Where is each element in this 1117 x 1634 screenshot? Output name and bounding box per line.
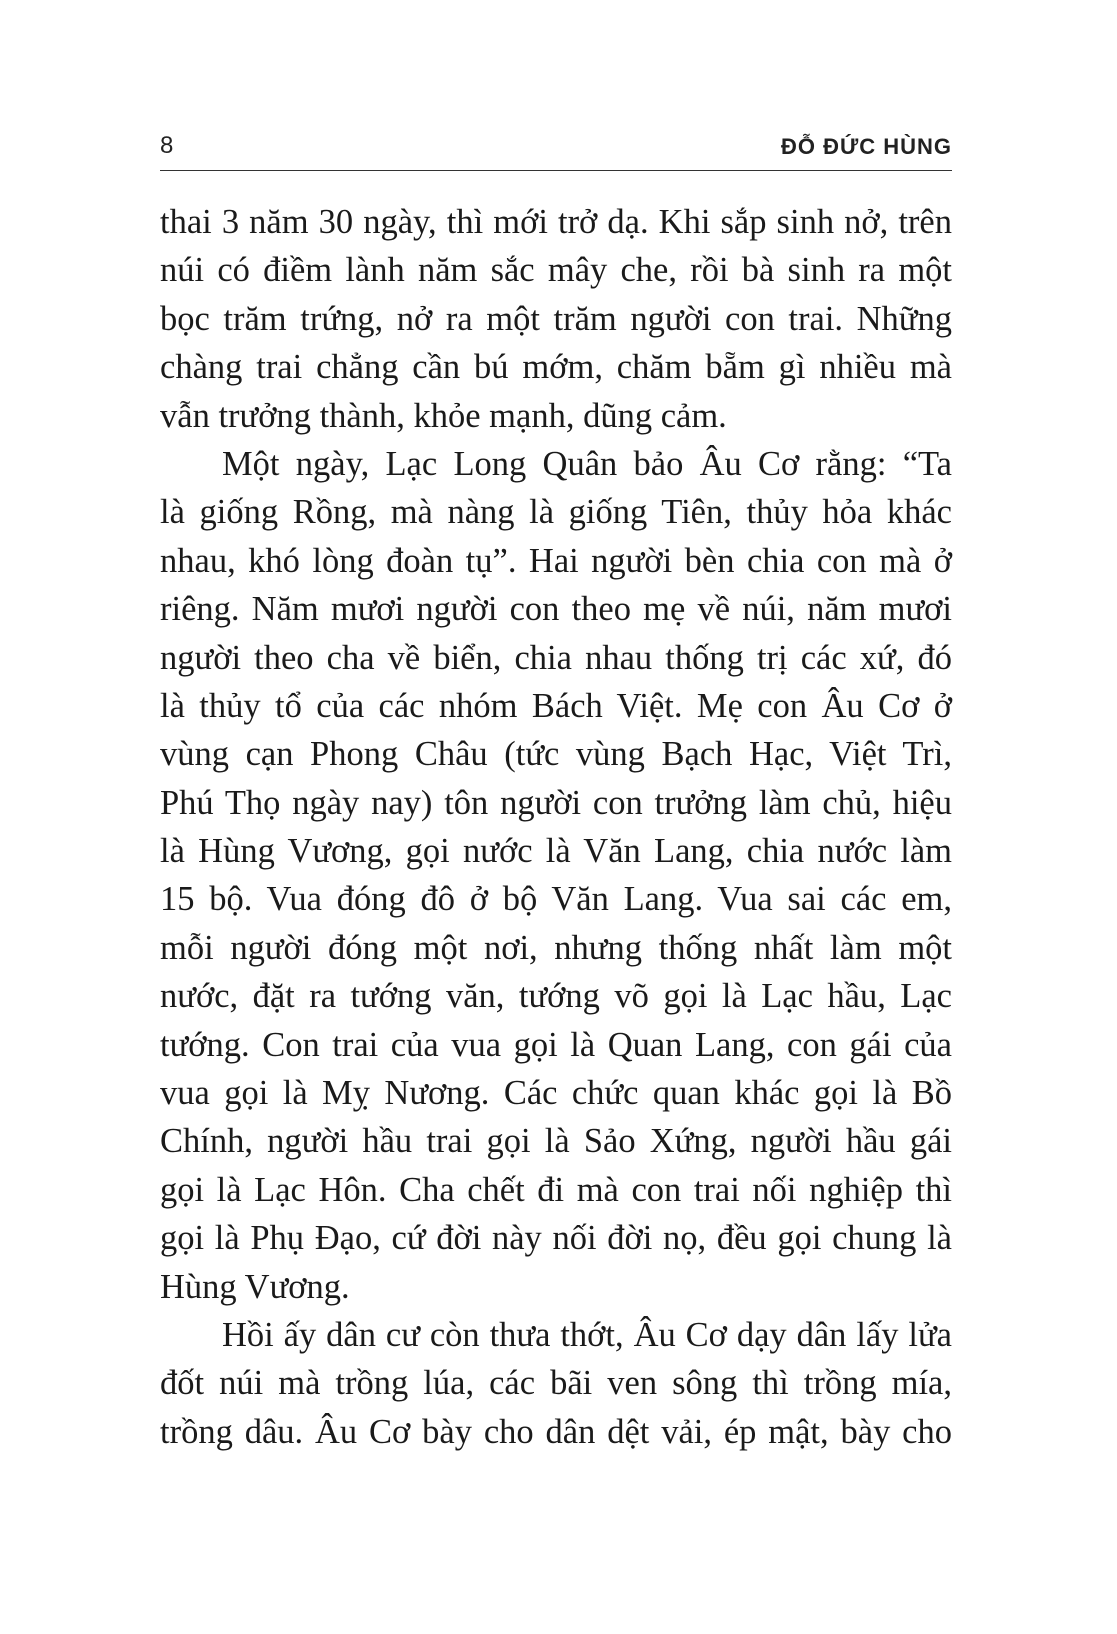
text-line: riêng. Năm mươi người con theo mẹ về núi, năm mươi [160, 590, 952, 629]
author-name: ĐỖ ĐỨC HÙNG [780, 134, 952, 159]
text-line: nước, đặt ra tướng văn, tướng võ gọi là Lạc hầu, Lạc [160, 977, 952, 1016]
text-line: Phú Thọ ngày nay) tôn người con trưởng làm chủ, hiệu [160, 783, 952, 822]
text-line: chàng trai chẳng cần bú mớm, chăm bẵm gì nhiều mà [160, 348, 952, 387]
text-line: là thủy tổ của các nhóm Bách Việt. Mẹ con Âu Cơ ở [160, 686, 952, 725]
text-line: Hồi ấy dân cư còn thưa thớt, Âu Cơ dạy dân lấy lửa [222, 1315, 952, 1354]
text-line: thai 3 năm 30 ngày, thì mới trở dạ. Khi sắp sinh nở, trên [160, 203, 952, 241]
text-line: Chính, người hầu trai gọi là Sảo Xứng, người hầu gái [160, 1122, 952, 1161]
text-line: Một ngày, Lạc Long Quân bảo Âu Cơ rằng: “Ta [222, 444, 952, 483]
page-number: 8 [160, 132, 174, 159]
text-line: gọi là Lạc Hôn. Cha chết đi mà con trai nối nghiệp thì [160, 1170, 952, 1209]
text-line: 15 bộ. Vua đóng đô ở bộ Văn Lang. Vua sai các em, [160, 880, 952, 919]
text-line: người theo cha về biển, chia nhau thống trị các xứ, đó [160, 638, 952, 677]
text-line: vua gọi là Mỵ Nương. Các chức quan khác gọi là Bồ [160, 1074, 952, 1113]
text-line: núi có điềm lành năm sắc mây che, rồi bà sinh ra một [160, 251, 952, 290]
text-line: vùng cạn Phong Châu (tức vùng Bạch Hạc, Việt Trì, [160, 735, 952, 774]
text-line: tướng. Con trai của vua gọi là Quan Lang, con gái của [160, 1025, 952, 1064]
text-line: là giống Rồng, mà nàng là giống Tiên, thủy hỏa khác [160, 493, 952, 532]
text-line: Hùng Vương. [160, 1267, 350, 1306]
text-line: đốt núi mà trồng lúa, các bãi ven sông thì trồng mía, [160, 1364, 952, 1403]
running-header [160, 130, 952, 171]
text-line: bọc trăm trứng, nở ra một trăm người con trai. Những [160, 299, 952, 338]
text-line: gọi là Phụ Đạo, cứ đời này nối đời nọ, đều gọi chung là [160, 1219, 952, 1258]
text-line: mỗi người đóng một nơi, nhưng thống nhất làm một [160, 928, 952, 967]
body-text [160, 198, 952, 1456]
text-line: nhau, khó lòng đoàn tụ”. Hai người bèn chia con mà ở [160, 541, 952, 580]
text-line: là Hùng Vương, gọi nước là Văn Lang, chia nước làm [160, 832, 952, 871]
text-line: vẫn trưởng thành, khỏe mạnh, dũng cảm. [160, 396, 727, 435]
text-line: trồng dâu. Âu Cơ bày cho dân dệt vải, ép mật, bày cho [160, 1412, 952, 1451]
